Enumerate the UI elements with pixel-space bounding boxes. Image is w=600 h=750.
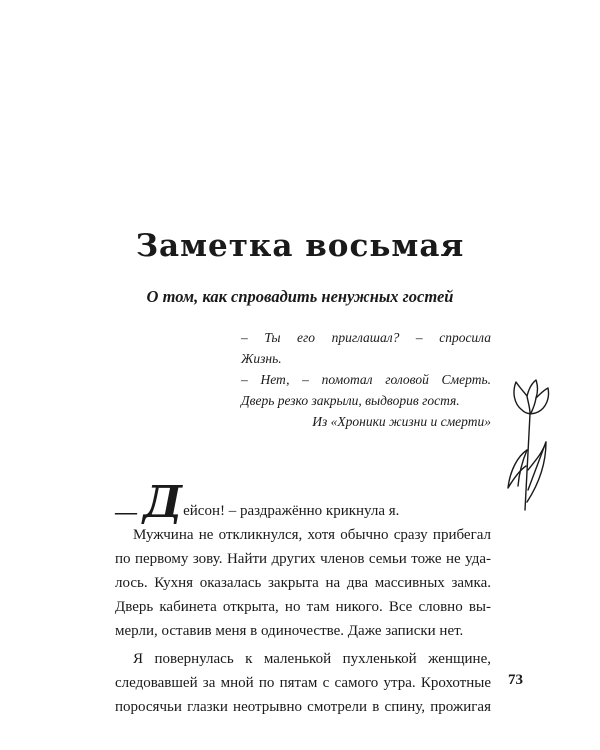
epigraph-line: – Ты его приглашал? – спросила [241, 330, 491, 345]
opening-line [115, 477, 491, 528]
chapter-subtitle: О том, как спровадить ненужных гостей [146, 287, 454, 306]
page-number: 73 [508, 672, 523, 688]
text-line: поросячьи глазки неотрывно смотрели в спину, прожигая [115, 699, 491, 715]
text-line: следовавшей за мной по пятам с самого утра. Крохотные [115, 675, 491, 691]
epigraph [241, 327, 491, 432]
drop-cap: Д [143, 477, 183, 528]
tulip-icon [500, 378, 558, 513]
text-line: Дверь кабинета открыта, но там никого. Все словно вы- [115, 599, 491, 615]
paragraph [115, 647, 491, 719]
chapter-title: Заметка восьмая [135, 228, 465, 264]
epigraph-source: Из «Хроники жизни и смерти» [312, 414, 491, 429]
opening-text: ейсон! – раздражённо крикнула я. [183, 503, 400, 519]
text-line: лось. Кухня оказалась закрыта на два массивных замка. [115, 575, 491, 591]
text-line: мерли, оставив меня в одиночестве. Даже записки нет. [115, 623, 464, 639]
opening-dash: — [115, 499, 137, 524]
body-text [115, 477, 491, 719]
epigraph-line: Дверь резко закрыли, выдворив гостя. [241, 393, 460, 408]
text-line: Я повернулась к маленькой пухленькой женщине, [133, 651, 491, 667]
text-line: Мужчина не откликнулся, хотя обычно сразу прибегал [133, 527, 491, 543]
epigraph-line: Жизнь. [241, 351, 282, 366]
paragraph [115, 523, 491, 643]
text-line: по первому зову. Найти других членов семьи тоже не уда- [115, 551, 491, 567]
epigraph-line: – Нет, – помотал головой Смерть. [241, 372, 491, 387]
